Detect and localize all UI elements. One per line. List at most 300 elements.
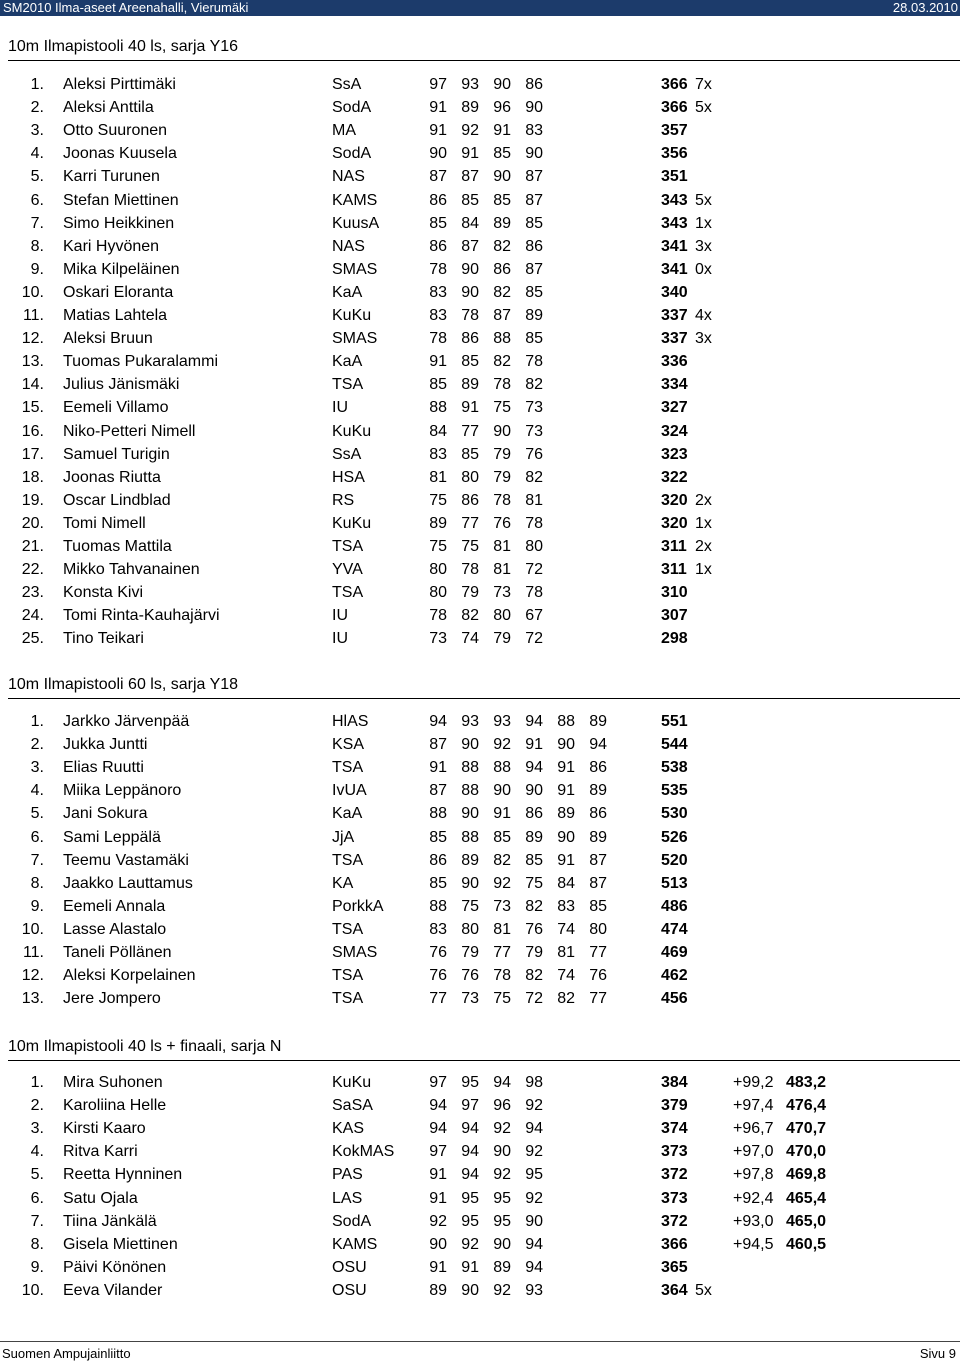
grand-total: 469,8 bbox=[786, 1166, 827, 1184]
series-score: 91 bbox=[525, 736, 543, 754]
result-row bbox=[0, 444, 960, 466]
series-score: 76 bbox=[525, 445, 543, 463]
series-score: 85 bbox=[429, 376, 447, 394]
series-score: 78 bbox=[429, 260, 447, 278]
club-name: OSU bbox=[332, 1281, 367, 1299]
series-score: 96 bbox=[493, 99, 511, 117]
series-score: 83 bbox=[429, 445, 447, 463]
series-score: 91 bbox=[429, 1258, 447, 1276]
shooter-name: Jaakko Lauttamus bbox=[63, 874, 193, 892]
rank-cell: 20. bbox=[21, 514, 44, 532]
club-name: PorkkA bbox=[332, 897, 384, 915]
shooter-name: Tuomas Pukaralammi bbox=[63, 353, 219, 371]
rank-cell: 3. bbox=[30, 759, 44, 777]
shooter-name: Teemu Vastamäki bbox=[63, 851, 189, 869]
series-score: 97 bbox=[461, 1097, 479, 1115]
series-score: 88 bbox=[493, 330, 511, 348]
result-row bbox=[0, 942, 960, 964]
total-score: 327 bbox=[661, 399, 688, 417]
series-score: 90 bbox=[461, 1281, 479, 1299]
shooter-name: Tiina Jänkälä bbox=[63, 1212, 157, 1230]
total-score: 456 bbox=[661, 990, 688, 1008]
club-name: SodA bbox=[332, 99, 372, 117]
shooter-name: Mikko Tahvanainen bbox=[63, 561, 200, 579]
inner-ten-count: 7x bbox=[695, 76, 712, 93]
result-row bbox=[0, 328, 960, 350]
result-row bbox=[0, 421, 960, 443]
series-score: 81 bbox=[493, 538, 511, 555]
result-row bbox=[0, 628, 960, 650]
result-row bbox=[0, 1188, 960, 1210]
footer-organization: Suomen Ampujainliitto bbox=[2, 1346, 131, 1361]
series-score: 78 bbox=[525, 353, 543, 371]
series-score: 87 bbox=[589, 851, 607, 869]
total-score: 298 bbox=[661, 630, 688, 648]
series-score: 76 bbox=[429, 967, 447, 985]
result-row bbox=[0, 850, 960, 872]
club-name: KA bbox=[332, 874, 354, 892]
series-score: 92 bbox=[493, 736, 511, 754]
shooter-name: Eemeli Annala bbox=[63, 897, 166, 915]
club-name: IU bbox=[332, 607, 348, 625]
series-score: 88 bbox=[461, 828, 479, 846]
series-score: 82 bbox=[493, 851, 511, 869]
result-row bbox=[0, 582, 960, 604]
series-score: 81 bbox=[493, 920, 511, 938]
club-name: NAS bbox=[332, 237, 365, 255]
series-score: 76 bbox=[429, 944, 447, 961]
club-name: TSA bbox=[332, 967, 364, 985]
rank-cell: 8. bbox=[30, 1235, 44, 1253]
final-score: +96,7 bbox=[733, 1120, 774, 1138]
series-score: 92 bbox=[493, 874, 511, 892]
series-score: 86 bbox=[525, 76, 543, 93]
series-score: 78 bbox=[429, 607, 447, 625]
rank-cell: 21. bbox=[21, 538, 44, 555]
rank-cell: 9. bbox=[30, 260, 44, 278]
rank-cell: 5. bbox=[30, 1166, 44, 1184]
series-score: 94 bbox=[429, 713, 447, 730]
total-score: 357 bbox=[661, 122, 688, 140]
series-score: 89 bbox=[493, 214, 511, 232]
result-row bbox=[0, 397, 960, 419]
club-name: JjA bbox=[332, 828, 355, 846]
series-score: 83 bbox=[557, 897, 575, 915]
rank-cell: 9. bbox=[30, 897, 44, 915]
series-score: 89 bbox=[461, 851, 479, 869]
series-score: 82 bbox=[557, 990, 575, 1008]
series-score: 73 bbox=[461, 990, 479, 1008]
total-score: 513 bbox=[661, 874, 688, 892]
series-score: 89 bbox=[525, 828, 543, 846]
club-name: KAMS bbox=[332, 191, 378, 209]
result-row bbox=[0, 213, 960, 235]
total-score: 366 bbox=[661, 76, 688, 93]
series-score: 83 bbox=[429, 920, 447, 938]
rank-cell: 13. bbox=[21, 353, 44, 371]
final-score: +99,2 bbox=[733, 1074, 774, 1091]
shooter-name: Aleksi Bruun bbox=[63, 330, 153, 348]
total-score: 340 bbox=[661, 283, 688, 301]
series-score: 91 bbox=[461, 399, 479, 417]
shooter-name: Joonas Riutta bbox=[63, 468, 161, 486]
series-score: 85 bbox=[493, 191, 511, 209]
shooter-name: Eeva Vilander bbox=[63, 1281, 163, 1299]
series-score: 86 bbox=[589, 759, 607, 777]
series-score: 86 bbox=[493, 260, 511, 278]
shooter-name: Elias Ruutti bbox=[63, 759, 144, 777]
competition-date: 28.03.2010 bbox=[892, 0, 958, 15]
competition-title: SM2010 Ilma-aseet Areenahalli, Vierumäki bbox=[3, 0, 249, 15]
series-score: 82 bbox=[525, 468, 543, 486]
total-score: 379 bbox=[661, 1097, 688, 1115]
series-score: 90 bbox=[493, 1235, 511, 1253]
rank-cell: 9. bbox=[30, 1258, 44, 1276]
result-row bbox=[0, 490, 960, 512]
series-score: 93 bbox=[493, 713, 511, 730]
series-score: 90 bbox=[525, 782, 543, 800]
club-name: KuKu bbox=[332, 422, 372, 440]
result-row bbox=[0, 97, 960, 119]
grand-total: 465,4 bbox=[786, 1189, 827, 1207]
grand-total: 476,4 bbox=[786, 1097, 827, 1115]
result-row bbox=[0, 351, 960, 373]
total-score: 341 bbox=[661, 237, 688, 255]
total-score: 310 bbox=[661, 584, 688, 602]
series-score: 91 bbox=[429, 759, 447, 777]
series-score: 92 bbox=[525, 1189, 543, 1207]
grand-total: 470,7 bbox=[786, 1120, 827, 1138]
series-score: 86 bbox=[429, 237, 447, 255]
series-score: 91 bbox=[429, 99, 447, 117]
rank-cell: 1. bbox=[30, 76, 44, 93]
series-score: 98 bbox=[525, 1074, 543, 1091]
inner-ten-count: 3x bbox=[695, 330, 712, 348]
shooter-name: Stefan Miettinen bbox=[63, 191, 179, 209]
series-score: 82 bbox=[525, 376, 543, 394]
series-score: 81 bbox=[525, 491, 543, 509]
series-score: 73 bbox=[493, 584, 511, 602]
shooter-name: Jani Sokura bbox=[63, 805, 148, 823]
total-score: 351 bbox=[661, 168, 688, 186]
total-score: 520 bbox=[661, 851, 688, 869]
rank-cell: 12. bbox=[21, 967, 44, 985]
club-name: SodA bbox=[332, 145, 372, 163]
series-score: 87 bbox=[429, 736, 447, 754]
shooter-name: Aleksi Pirttimäki bbox=[63, 76, 176, 93]
series-score: 85 bbox=[525, 283, 543, 301]
series-score: 95 bbox=[493, 1212, 511, 1230]
series-score: 86 bbox=[461, 491, 479, 509]
grand-total: 465,0 bbox=[786, 1212, 827, 1230]
inner-ten-count: 3x bbox=[695, 237, 712, 255]
series-score: 89 bbox=[493, 1258, 511, 1276]
club-name: IvUA bbox=[332, 782, 367, 800]
rank-cell: 24. bbox=[21, 607, 44, 625]
rank-cell: 7. bbox=[30, 214, 44, 232]
total-score: 372 bbox=[661, 1166, 688, 1184]
series-score: 83 bbox=[429, 283, 447, 301]
grand-total: 460,5 bbox=[786, 1235, 827, 1253]
club-name: HSA bbox=[332, 468, 365, 486]
result-row bbox=[0, 1280, 960, 1302]
series-score: 93 bbox=[461, 76, 479, 93]
result-row bbox=[0, 734, 960, 756]
result-row bbox=[0, 259, 960, 281]
shooter-name: Konsta Kivi bbox=[63, 584, 144, 602]
shooter-name: Samuel Turigin bbox=[63, 445, 170, 463]
series-score: 76 bbox=[493, 514, 511, 532]
series-score: 91 bbox=[493, 122, 511, 140]
rank-cell: 6. bbox=[30, 828, 44, 846]
rank-cell: 4. bbox=[30, 145, 44, 163]
shooter-name: Oscar Lindblad bbox=[63, 491, 171, 509]
result-row bbox=[0, 780, 960, 802]
series-score: 80 bbox=[461, 920, 479, 938]
rank-cell: 17. bbox=[21, 445, 44, 463]
series-score: 75 bbox=[429, 538, 447, 555]
series-score: 82 bbox=[525, 897, 543, 915]
series-score: 92 bbox=[493, 1120, 511, 1138]
rank-cell: 1. bbox=[30, 713, 44, 730]
result-row bbox=[0, 605, 960, 627]
result-row bbox=[0, 467, 960, 489]
series-score: 92 bbox=[461, 1235, 479, 1253]
club-name: HlAS bbox=[332, 713, 369, 730]
rank-cell: 4. bbox=[30, 782, 44, 800]
rank-cell: 22. bbox=[21, 561, 44, 579]
series-score: 80 bbox=[461, 468, 479, 486]
total-score: 334 bbox=[661, 376, 688, 394]
series-score: 76 bbox=[589, 967, 607, 985]
series-score: 76 bbox=[525, 920, 543, 938]
series-score: 87 bbox=[493, 307, 511, 324]
series-score: 91 bbox=[429, 353, 447, 371]
result-row bbox=[0, 166, 960, 188]
total-score: 372 bbox=[661, 1212, 688, 1230]
club-name: KSA bbox=[332, 736, 365, 754]
club-name: YVA bbox=[332, 561, 363, 579]
series-score: 80 bbox=[429, 561, 447, 579]
rank-cell: 7. bbox=[30, 851, 44, 869]
rank-cell: 2. bbox=[30, 736, 44, 754]
result-row bbox=[0, 965, 960, 987]
section-title: 10m Ilmapistooli 40 ls + finaali, sarja N bbox=[8, 1037, 960, 1061]
series-score: 75 bbox=[525, 874, 543, 892]
page-header bbox=[0, 0, 960, 16]
result-row bbox=[0, 896, 960, 918]
shooter-name: Ritva Karri bbox=[63, 1143, 138, 1161]
club-name: TSA bbox=[332, 920, 364, 938]
series-score: 83 bbox=[525, 122, 543, 140]
club-name: TSA bbox=[332, 584, 364, 602]
total-score: 551 bbox=[661, 713, 688, 730]
result-row bbox=[0, 374, 960, 396]
club-name: KuKu bbox=[332, 1074, 372, 1091]
inner-ten-count: 4x bbox=[695, 307, 712, 324]
series-score: 88 bbox=[557, 713, 575, 730]
shooter-name: Oskari Eloranta bbox=[63, 283, 174, 301]
series-score: 95 bbox=[493, 1189, 511, 1207]
series-score: 91 bbox=[461, 1258, 479, 1276]
inner-ten-count: 2x bbox=[695, 538, 712, 555]
series-score: 86 bbox=[589, 805, 607, 823]
rank-cell: 1. bbox=[30, 1074, 44, 1091]
shooter-name: Mika Kilpeläinen bbox=[63, 260, 180, 278]
series-score: 76 bbox=[461, 967, 479, 985]
rank-cell: 3. bbox=[30, 1120, 44, 1138]
series-score: 85 bbox=[525, 851, 543, 869]
series-score: 94 bbox=[493, 1074, 511, 1091]
series-score: 82 bbox=[493, 237, 511, 255]
series-score: 75 bbox=[493, 990, 511, 1008]
total-score: 373 bbox=[661, 1189, 688, 1207]
shooter-name: Päivi Könönen bbox=[63, 1258, 167, 1276]
series-score: 89 bbox=[525, 307, 543, 324]
series-score: 78 bbox=[493, 376, 511, 394]
shooter-name: Aleksi Anttila bbox=[63, 99, 154, 117]
series-score: 91 bbox=[429, 122, 447, 140]
series-score: 86 bbox=[429, 851, 447, 869]
series-score: 89 bbox=[557, 805, 575, 823]
rank-cell: 4. bbox=[30, 1143, 44, 1161]
series-score: 85 bbox=[525, 214, 543, 232]
series-score: 90 bbox=[525, 99, 543, 117]
total-score: 526 bbox=[661, 828, 688, 846]
final-score: +92,4 bbox=[733, 1189, 774, 1207]
shooter-name: Joonas Kuusela bbox=[63, 145, 177, 163]
total-score: 323 bbox=[661, 445, 688, 463]
total-score: 365 bbox=[661, 1258, 688, 1276]
series-score: 92 bbox=[525, 1143, 543, 1161]
shooter-name: Sami Leppälä bbox=[63, 828, 161, 846]
final-score: +94,5 bbox=[733, 1235, 774, 1253]
series-score: 92 bbox=[493, 1281, 511, 1299]
series-score: 73 bbox=[525, 399, 543, 417]
footer-page-number: Sivu 9 bbox=[919, 1346, 956, 1361]
club-name: SMAS bbox=[332, 944, 378, 961]
inner-ten-count: 5x bbox=[695, 99, 712, 117]
series-score: 94 bbox=[461, 1143, 479, 1161]
series-score: 92 bbox=[461, 122, 479, 140]
result-row bbox=[0, 143, 960, 165]
series-score: 75 bbox=[461, 538, 479, 555]
total-score: 337 bbox=[661, 330, 688, 348]
result-row bbox=[0, 873, 960, 895]
rank-cell: 12. bbox=[21, 330, 44, 348]
series-score: 94 bbox=[461, 1120, 479, 1138]
series-score: 92 bbox=[525, 1097, 543, 1115]
series-score: 87 bbox=[525, 260, 543, 278]
series-score: 77 bbox=[429, 990, 447, 1008]
series-score: 95 bbox=[461, 1212, 479, 1230]
result-row bbox=[0, 236, 960, 258]
series-score: 89 bbox=[461, 99, 479, 117]
shooter-name: Simo Heikkinen bbox=[63, 214, 175, 232]
shooter-name: Jukka Juntti bbox=[63, 736, 148, 754]
series-score: 79 bbox=[493, 630, 511, 648]
section-title: 10m Ilmapistooli 60 ls, sarja Y18 bbox=[8, 675, 960, 699]
series-score: 89 bbox=[429, 514, 447, 532]
total-score: 384 bbox=[661, 1074, 688, 1091]
series-score: 74 bbox=[461, 630, 479, 648]
series-score: 90 bbox=[493, 1143, 511, 1161]
shooter-name: Niko-Petteri Nimell bbox=[63, 422, 196, 440]
series-score: 80 bbox=[493, 607, 511, 625]
series-score: 75 bbox=[461, 897, 479, 915]
grand-total: 483,2 bbox=[786, 1074, 827, 1091]
rank-cell: 15. bbox=[21, 399, 44, 417]
series-score: 82 bbox=[525, 967, 543, 985]
series-score: 79 bbox=[493, 445, 511, 463]
series-score: 77 bbox=[493, 944, 511, 961]
rank-cell: 10. bbox=[21, 1281, 44, 1299]
shooter-name: Reetta Hynninen bbox=[63, 1166, 183, 1184]
result-row bbox=[0, 1211, 960, 1233]
series-score: 81 bbox=[429, 468, 447, 486]
series-score: 78 bbox=[493, 967, 511, 985]
series-score: 87 bbox=[429, 782, 447, 800]
series-score: 90 bbox=[461, 805, 479, 823]
series-score: 78 bbox=[461, 561, 479, 579]
series-score: 94 bbox=[525, 713, 543, 730]
series-score: 88 bbox=[461, 782, 479, 800]
series-score: 72 bbox=[525, 561, 543, 579]
series-score: 80 bbox=[589, 920, 607, 938]
result-row bbox=[0, 1257, 960, 1279]
series-score: 94 bbox=[525, 1120, 543, 1138]
rank-cell: 18. bbox=[21, 468, 44, 486]
series-score: 88 bbox=[429, 399, 447, 417]
series-score: 90 bbox=[493, 422, 511, 440]
club-name: KuKu bbox=[332, 307, 372, 324]
club-name: IU bbox=[332, 630, 348, 648]
total-score: 535 bbox=[661, 782, 688, 800]
series-score: 90 bbox=[493, 76, 511, 93]
series-score: 87 bbox=[461, 168, 479, 186]
shooter-name: Eemeli Villamo bbox=[63, 399, 169, 417]
series-score: 84 bbox=[429, 422, 447, 440]
result-row bbox=[0, 1164, 960, 1186]
series-score: 85 bbox=[493, 828, 511, 846]
rank-cell: 5. bbox=[30, 168, 44, 186]
series-score: 85 bbox=[429, 828, 447, 846]
result-row bbox=[0, 757, 960, 779]
total-score: 486 bbox=[661, 897, 688, 915]
series-score: 83 bbox=[429, 307, 447, 324]
series-score: 93 bbox=[461, 713, 479, 730]
series-score: 77 bbox=[589, 944, 607, 961]
series-score: 85 bbox=[493, 145, 511, 163]
result-row bbox=[0, 711, 960, 733]
series-score: 89 bbox=[589, 782, 607, 800]
series-score: 79 bbox=[525, 944, 543, 961]
rank-cell: 8. bbox=[30, 237, 44, 255]
series-score: 93 bbox=[525, 1281, 543, 1299]
series-score: 79 bbox=[461, 584, 479, 602]
club-name: SsA bbox=[332, 76, 362, 93]
series-score: 77 bbox=[461, 422, 479, 440]
result-row bbox=[0, 827, 960, 849]
series-score: 90 bbox=[557, 736, 575, 754]
total-score: 320 bbox=[661, 491, 688, 509]
series-score: 91 bbox=[557, 759, 575, 777]
shooter-name: Matias Lahtela bbox=[63, 307, 168, 324]
series-score: 73 bbox=[493, 897, 511, 915]
club-name: SsA bbox=[332, 445, 362, 463]
series-score: 88 bbox=[461, 759, 479, 777]
series-score: 91 bbox=[493, 805, 511, 823]
